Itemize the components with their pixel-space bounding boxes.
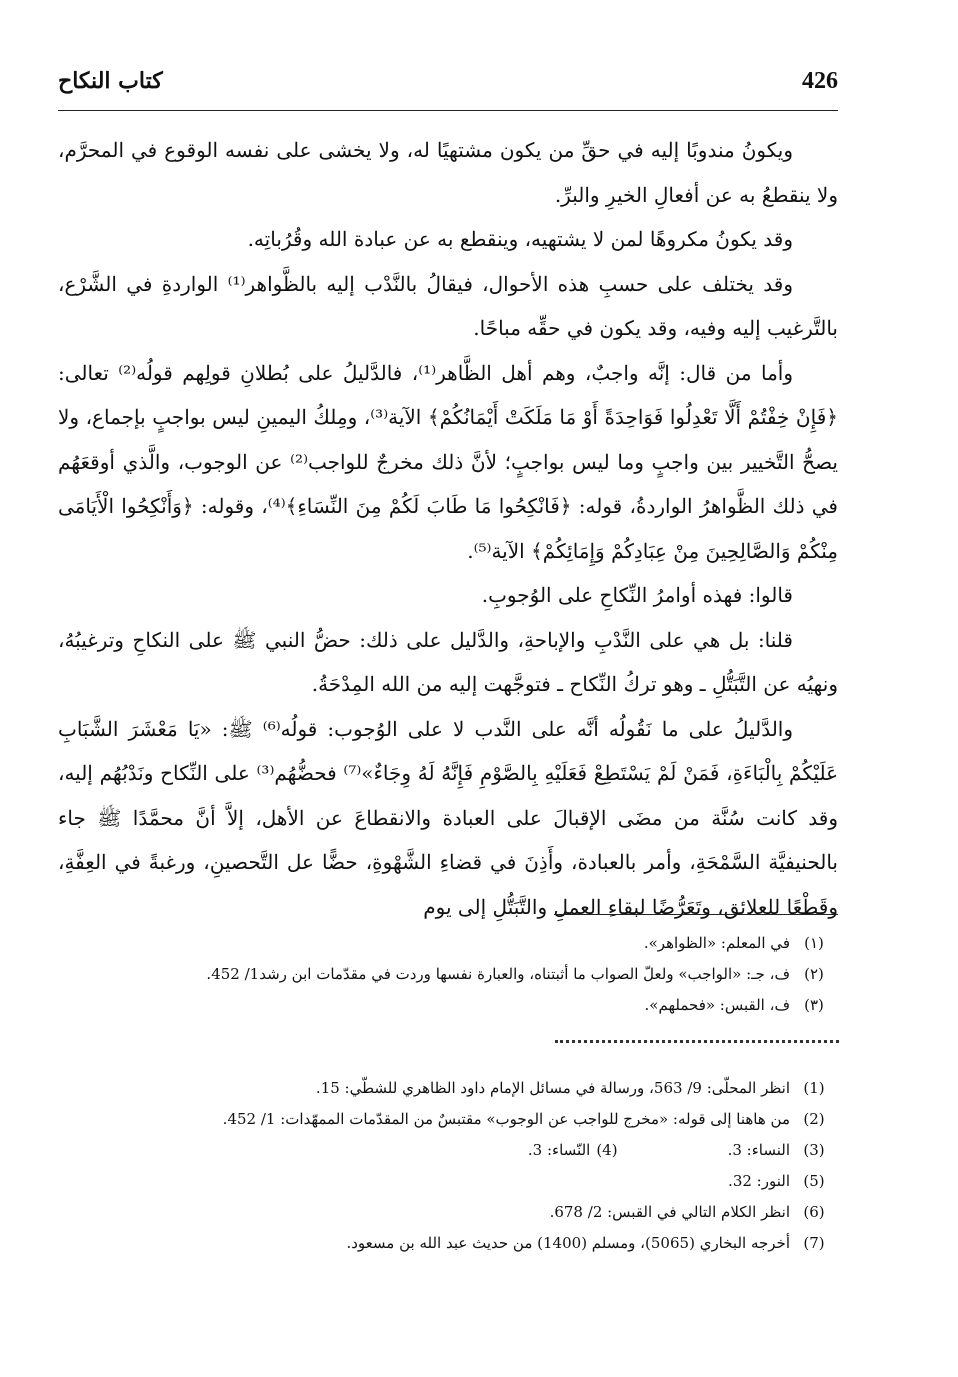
- footnote-number: (2): [803, 1110, 825, 1128]
- footnote-text: ف، جـ: «الواجب» ولعلّ الصواب ما أثبتناه، والعبارة نفسها وردت في مقدّمات ابن رشد1/ 452.: [206, 965, 790, 983]
- page-header: [58, 64, 838, 111]
- footnote-number: (5): [803, 1172, 825, 1190]
- running-title: كتاب النكاح: [58, 68, 163, 94]
- footnote-text: انظر المحلّى: 9/ 563، ورسالة في مسائل الإمام داود الظاهري للشطّي: 15.: [315, 1079, 790, 1097]
- paragraph: قالوا: فهذه أوامرُ النِّكاحِ على الوُجوبِ.: [481, 583, 793, 607]
- paragraph: وأما من قال: إنَّه واجبٌ، وهم أهل الظَّاهر⁽¹⁾، فالدَّليلُ على بُطلانِ قولِهم قولُه⁽²⁾ تعالى: ﴿فَإِنْ خِفْتُمْ أَلَّا تَعْدِلُوا فَوَاحِدَةً أَوْ مَا مَلَكَتْ أَيْمَانُكُمْ﴾ الآية⁽³⁾، ومِلكُ اليمينِ ليس بواجبٍ بإجماع، ولا يصحُّ التَّخيير بين واجبٍ وما ليس بواجبٍ؛ لأنَّ ذلك مخرجٌ للواجب⁽²⁾ عن الوجوب، والَّذي أوقعَهُم في ذلك الظَّواهرُ الواردةُ، قوله: ﴿فَانْكِحُوا مَا طَابَ لَكُمْ مِنَ النِّسَاءِ﴾⁽⁴⁾، وقوله: ﴿وَأَنْكِحُوا الْأَيَامَى مِنْكُمْ وَالصَّالِحِينَ مِنْ عِبَادِكُمْ وَإِمَائِكُمْ﴾ الآية⁽⁵⁾.: [58, 360, 838, 563]
- footnote-number: (4): [596, 1141, 618, 1159]
- footnote-number: (6): [803, 1203, 825, 1221]
- footnote: [58, 959, 838, 990]
- footnote-number: (3): [803, 1141, 825, 1159]
- footnote-text: النّساء: 3.: [527, 1141, 591, 1159]
- footnote-number: (١): [804, 934, 824, 952]
- footnote-separator: [554, 914, 838, 915]
- footnote: [58, 1135, 838, 1166]
- footnote-number: (1): [803, 1079, 825, 1097]
- source-footnotes: [58, 1073, 838, 1259]
- main-text: [58, 128, 838, 929]
- paragraph: وقد يكونُ مكروهًا لمن لا يشتهيه، وينقطع به عن عبادة الله وقُرُباتِه.: [247, 227, 793, 251]
- paragraph: وقد يختلف على حسبِ هذه الأحوال، فيقالُ بالنَّدْب إليه بالظَّواهر⁽¹⁾ الواردةِ في الشَّرْع، بالتَّرغيب إليه وفيه، وقد يكون في حقِّه مباحًا.: [58, 271, 838, 340]
- footnote-text: من هاهنا إلى قوله: «مخرج للواجب عن الوجوب» مقتبسٌ من المقدّمات الممهّدات: 1/ 452.: [222, 1110, 790, 1128]
- footnote: [58, 1228, 838, 1259]
- footnote-text: في المعلم: «الظواهر».: [643, 934, 790, 952]
- footnote: [58, 1166, 838, 1197]
- editor-footnotes: [58, 928, 838, 1021]
- footnote: [58, 1197, 838, 1228]
- footnote: [58, 990, 838, 1021]
- footnote: [58, 1104, 838, 1135]
- page-number: 426: [802, 68, 838, 94]
- footnote-number: (7): [803, 1234, 825, 1252]
- footnote-text: أخرجه البخاري (5065)، ومسلم (1400) من حديث عبد الله بن مسعود.: [346, 1234, 790, 1252]
- footnote-text: النور: 32.: [728, 1172, 790, 1190]
- footnote-text: النساء: 3.: [727, 1141, 790, 1159]
- footnote: [58, 928, 838, 959]
- footnote-text: انظر الكلام التالي في القبس: 2/ 678.: [549, 1203, 790, 1221]
- footnote: [58, 1073, 838, 1104]
- paragraph: ويكونُ مندوبًا إليه في حقِّ من يكون مشتهيًا له، ولا يخشى على نفسه الوقوع في المحرَّم، ولا ينقطعُ به عن أفعالِ الخيرِ والبرِّ.: [58, 138, 838, 207]
- footnote-number: (٢): [804, 965, 824, 983]
- paragraph: والدَّليلُ على ما نَقُولُه أنَّه على النَّدب لا على الوُجوب: قولُه⁽⁶⁾ ﷺ: «يَا مَعْشَرَ الشَّبَابِ عَلَيْكُمْ بِالْبَاءَةِ، فَمَنْ لَمْ يَسْتَطِعْ فَعَلَيْهِ بِالصَّوْمِ فَإِنَّهُ لَهُ وِجَاءٌ»⁽⁷⁾ فحضُّهُم⁽³⁾ على النِّكاح ونَدْبُهُم إليه، وقد كانت سُنَّة من مضَى الإقبالَ على العبادة والانقطاعَ عن الأهل، إلاَّ أنَّ محمَّدًا ﷺ جاء بالحنيفيَّة السَّمْحَةِ، وأمر بالعبادة، وأَذِنَ في قضاءِ الشَّهْوةِ، حضًّا عل التَّحصينِ، ورغبةً في العِفَّةِ، وقَطْعًا للعلائق، وتَعَرُّضًا لبقاءِ العملِ والتَّبَتُّلِ إلى يوم: [58, 716, 839, 919]
- paragraph: قلنا: بل هي على النَّدْبِ والإباحةِ، والدَّليل على ذلك: حضُّ النبي ﷺ على النكاحِ وترغيبُهُ، ونهيُه عن التَّبَتُّلِ ـ وهو تركُ النِّكاح ـ فتوجَّهت إليه من الله المِدْحَةُ.: [58, 627, 838, 696]
- footnote-number: (٣): [804, 996, 824, 1014]
- dotted-separator: [555, 1040, 839, 1043]
- footnote-text: ف، القبس: «فحملهم».: [644, 996, 790, 1014]
